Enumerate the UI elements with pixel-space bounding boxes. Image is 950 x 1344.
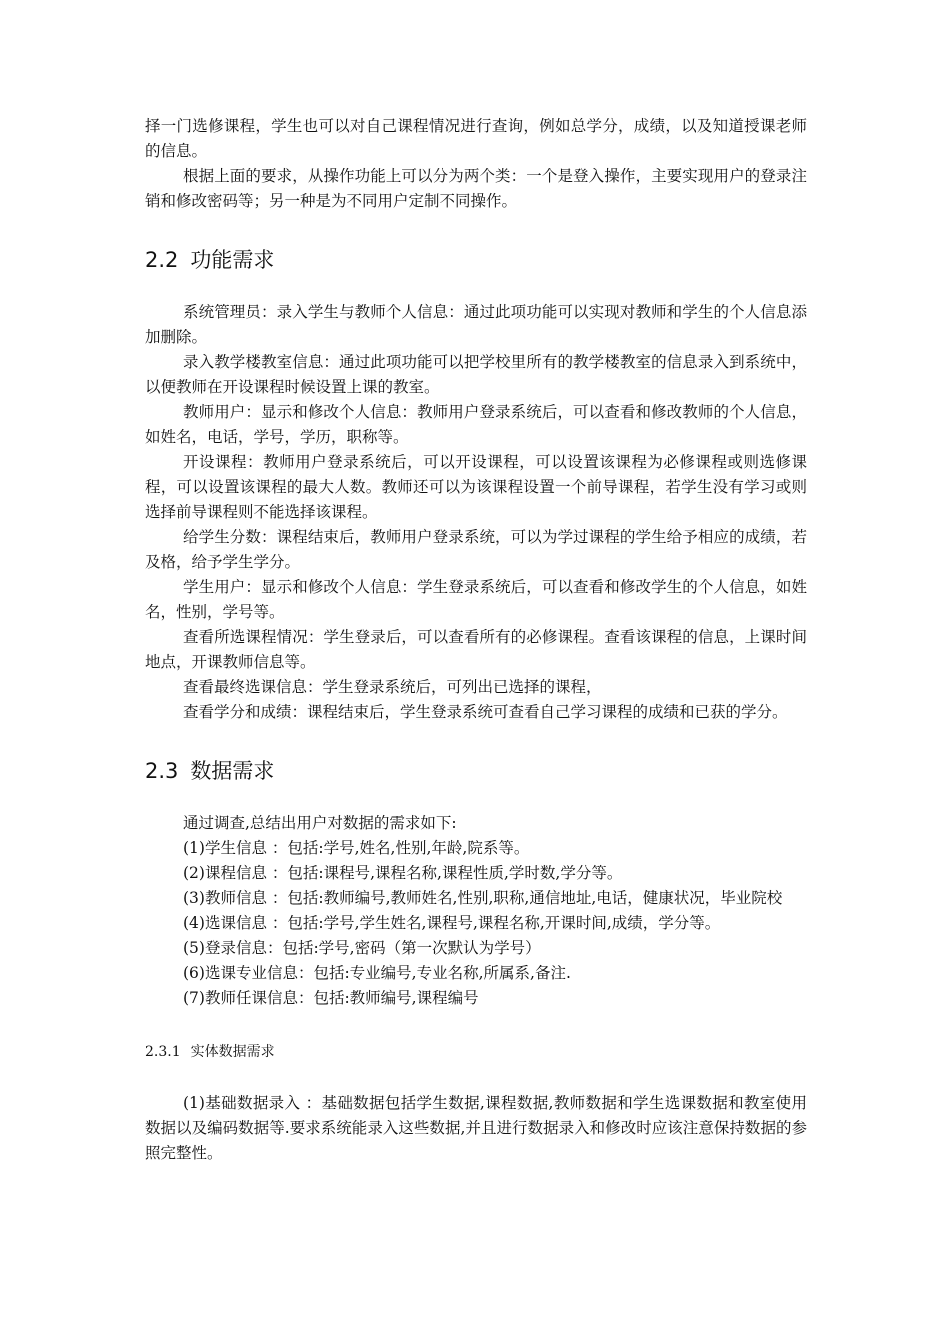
list-item: (2)课程信息 ：包括:课程号,课程名称,课程性质,学时数,学分等。 — [183, 864, 623, 882]
section-number: 2.3 — [145, 759, 179, 783]
paragraph: 系统管理员：录入学生与教师个人信息：通过此项功能可以实现对教师和学生的个人信息添加删除。 — [145, 303, 807, 346]
list-item: (6)选课专业信息：包括:专业编号,专业名称,所属系,备注. — [183, 964, 571, 982]
list-item: (3)教师信息 ：包括:教师编号,教师姓名,性别,职称,通信地址,电话，健康状况，毕业院校 — [183, 889, 783, 907]
section-title: 实体数据需求 — [190, 1044, 275, 1060]
page-content — [145, 114, 807, 1166]
section-heading-2-3-1 — [145, 1041, 807, 1063]
paragraph: 通过调查,总结出用户对数据的需求如下: — [183, 814, 457, 832]
paragraph: 根据上面的要求，从操作功能上可以分为两个类：一个是登入操作，主要实现用户的登录注销和修改密码等；另一种是为不同用户定制不同操作。 — [145, 167, 807, 210]
section-heading-2-2 — [145, 246, 807, 274]
paragraph: 开设课程：教师用户登录系统后，可以开设课程，可以设置该课程为必修课程或则选修课程，可以设置该课程的最大人数。教师还可以为该课程设置一个前导课程，若学生没有学习或则选择前导课程则不能选择该课程。 — [145, 453, 807, 521]
paragraph: 学生用户：显示和修改个人信息：学生登录系统后，可以查看和修改学生的个人信息，如姓名，性别，学号等。 — [145, 578, 807, 621]
section-title: 功能需求 — [190, 248, 275, 272]
paragraph: 录入教学楼教室信息：通过此项功能可以把学校里所有的教学楼教室的信息录入到系统中，以便教师在开设课程时候设置上课的教室。 — [145, 353, 807, 396]
paragraph: 查看所选课程情况：学生登录后，可以查看所有的必修课程。查看该课程的信息，上课时间地点，开课教师信息等。 — [145, 628, 807, 671]
entity-data-requirements-section — [145, 1091, 807, 1166]
list-item: (7)教师任课信息：包括:教师编号,课程编号 — [183, 989, 479, 1007]
section-heading-2-3 — [145, 757, 807, 785]
section-title: 数据需求 — [190, 759, 275, 783]
paragraph: 教师用户：显示和修改个人信息：教师用户登录系统后，可以查看和修改教师的个人信息，如姓名，电话，学号，学历，职称等。 — [145, 403, 807, 446]
list-item: (1)学生信息 ：包括:学号,姓名,性别,年龄,院系等。 — [183, 839, 530, 857]
functional-requirements-section — [145, 300, 807, 725]
paragraph: 查看学分和成绩：课程结束后，学生登录系统可查看自己学习课程的成绩和已获的学分。 — [183, 703, 788, 721]
list-item: (4)选课信息 ：包括:学号,学生姓名,课程号,课程名称,开课时间,成绩，学分等。 — [183, 914, 721, 932]
list-item: (5)登录信息：包括:学号,密码（第一次默认为学号） — [183, 939, 541, 957]
section-number: 2.3.1 — [145, 1044, 181, 1060]
intro-section — [145, 114, 807, 214]
paragraph: 给学生分数：课程结束后，教师用户登录系统，可以为学过课程的学生给予相应的成绩，若及格，给予学生学分。 — [145, 528, 807, 571]
paragraph: (1)基础数据录入 ：基础数据包括学生数据,课程数据,教师数据和学生选课数据和教室使用数据以及编码数据等.要求系统能录入这些数据,并且进行数据录入和修改时应该注意保持数据的参照完整性。 — [145, 1094, 807, 1162]
data-requirements-section — [145, 811, 807, 1011]
section-number: 2.2 — [145, 248, 179, 272]
paragraph: 查看最终选课信息：学生登录系统后，可列出已选择的课程， — [183, 678, 602, 696]
paragraph: 择一门选修课程，学生也可以对自己课程情况进行查询，例如总学分，成绩，以及知道授课老师的信息。 — [145, 117, 807, 160]
